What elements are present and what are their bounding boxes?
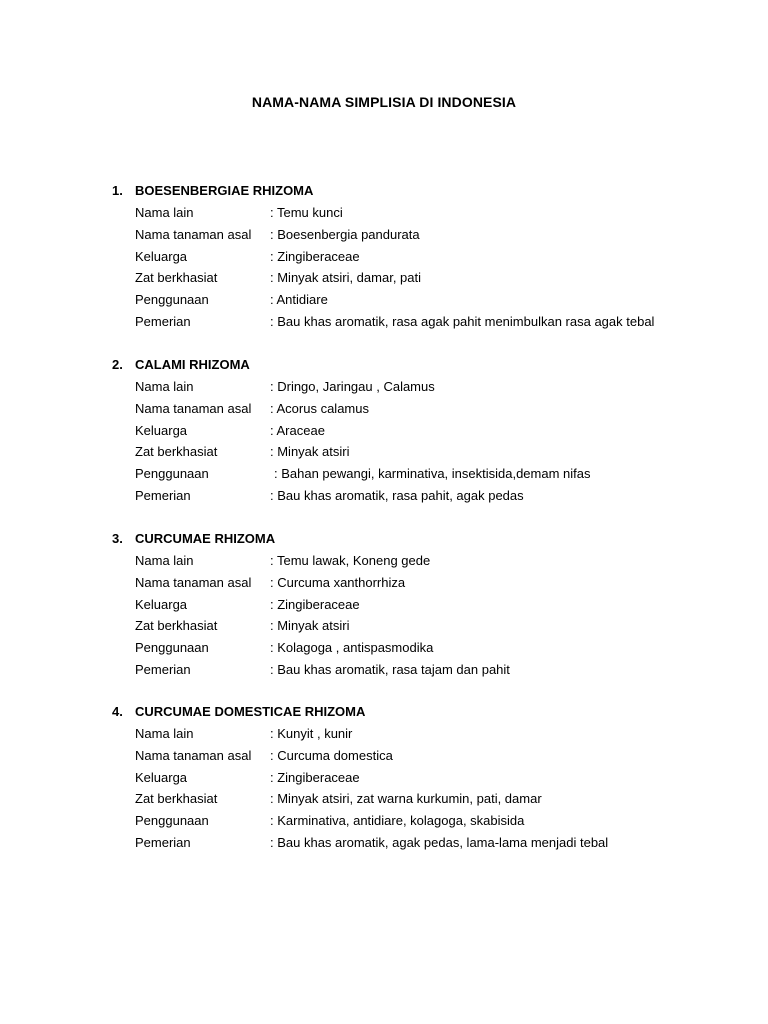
detail-row [112, 550, 732, 572]
detail-label: Penggunaan [135, 813, 209, 829]
detail-row [112, 289, 732, 311]
detail-row [112, 572, 732, 594]
detail-row [112, 615, 732, 637]
detail-row [112, 376, 732, 398]
section-name: CURCUMAE DOMESTICAE RHIZOMA [135, 704, 366, 719]
section-name: BOESENBERGIAE RHIZOMA [135, 183, 314, 198]
detail-label: Nama lain [135, 205, 194, 220]
detail-value: : Minyak atsiri, damar, pati [270, 270, 421, 286]
detail-row [112, 485, 732, 507]
detail-value: : Minyak atsiri [270, 444, 350, 460]
detail-value: : Temu kunci [270, 205, 343, 220]
detail-label: Zat berkhasiat [135, 791, 218, 807]
detail-label: Pemerian [135, 313, 191, 329]
detail-value: : Zingiberaceae [270, 769, 360, 785]
detail-label: Pemerian [135, 661, 191, 677]
simplisia-section [112, 354, 732, 507]
detail-value: : Minyak atsiri [270, 618, 350, 634]
detail-row [112, 594, 732, 616]
detail-value: : Boesenbergia pandurata [270, 226, 420, 242]
detail-label: Pemerian [135, 834, 191, 850]
detail-row [112, 810, 732, 832]
detail-row [112, 788, 732, 810]
detail-row [112, 637, 732, 659]
detail-label: Keluarga [135, 422, 188, 438]
detail-value: : Bahan pewangi, karminativa, insektisida,demam nifas [274, 466, 591, 482]
detail-value: : Minyak atsiri, zat warna kurkumin, pati, damar [270, 791, 542, 807]
detail-label: Keluarga [135, 248, 188, 264]
detail-row [112, 224, 732, 246]
section-heading [112, 180, 732, 202]
section-heading [112, 354, 732, 376]
detail-label: Penggunaan [135, 466, 209, 482]
detail-value: : Kolagoga , antispasmodika [270, 640, 434, 656]
detail-value: : Antidiare [270, 292, 328, 308]
section-heading [112, 701, 732, 723]
section-name: CURCUMAE RHIZOMA [135, 531, 276, 546]
detail-label: Pemerian [135, 487, 191, 503]
simplisia-section [112, 701, 732, 854]
detail-label: Nama tanaman asal [135, 400, 252, 416]
detail-value: : Bau khas aromatik, rasa agak pahit menimbulkan rasa agak tebal [270, 313, 655, 329]
detail-value: : Karminativa, antidiare, kolagoga, skabisida [270, 813, 525, 829]
detail-value: : Araceae [270, 422, 325, 438]
detail-label: Nama tanaman asal [135, 574, 252, 590]
detail-value: : Bau khas aromatik, agak pedas, lama-lama menjadi tebal [270, 834, 609, 850]
detail-value: : Acorus calamus [270, 400, 369, 416]
detail-row [112, 659, 732, 681]
detail-label: Nama lain [135, 379, 194, 394]
detail-row [112, 311, 732, 333]
detail-label: Zat berkhasiat [135, 270, 218, 286]
section-number: 4. [112, 704, 123, 719]
detail-label: Nama lain [135, 553, 194, 568]
detail-label: Penggunaan [135, 640, 209, 656]
section-number: 1. [112, 183, 123, 198]
detail-row [112, 202, 732, 224]
detail-row [112, 463, 732, 485]
detail-value: : Curcuma domestica [270, 747, 393, 763]
detail-label: Keluarga [135, 596, 188, 612]
detail-row [112, 745, 732, 767]
detail-label: Zat berkhasiat [135, 618, 218, 634]
detail-row [112, 267, 732, 289]
detail-label: Penggunaan [135, 292, 209, 308]
detail-label: Nama tanaman asal [135, 226, 252, 242]
detail-value: : Bau khas aromatik, rasa pahit, agak pedas [270, 487, 524, 503]
detail-value: : Bau khas aromatik, rasa tajam dan pahit [270, 661, 510, 677]
detail-row [112, 246, 732, 268]
section-name: CALAMI RHIZOMA [135, 357, 250, 372]
detail-value: : Temu lawak, Koneng gede [270, 553, 431, 568]
simplisia-section [112, 528, 732, 681]
detail-value: : Zingiberaceae [270, 596, 360, 612]
detail-label: Nama tanaman asal [135, 747, 252, 763]
detail-row [112, 723, 732, 745]
section-heading [112, 528, 732, 550]
detail-row [112, 832, 732, 854]
section-number: 3. [112, 531, 123, 546]
simplisia-section [112, 180, 732, 333]
detail-value: : Zingiberaceae [270, 248, 360, 264]
detail-value: : Curcuma xanthorrhiza [270, 574, 406, 590]
detail-label: Keluarga [135, 769, 188, 785]
detail-label: Zat berkhasiat [135, 444, 218, 460]
detail-row [112, 398, 732, 420]
detail-label: Nama lain [135, 726, 194, 741]
detail-value: : Dringo, Jaringau , Calamus [270, 379, 435, 394]
document-title: NAMA-NAMA SIMPLISIA DI INDONESIA [251, 94, 517, 110]
detail-row [112, 420, 732, 442]
detail-row [112, 441, 732, 463]
section-number: 2. [112, 357, 123, 372]
detail-row [112, 767, 732, 789]
detail-value: : Kunyit , kunir [270, 726, 353, 741]
